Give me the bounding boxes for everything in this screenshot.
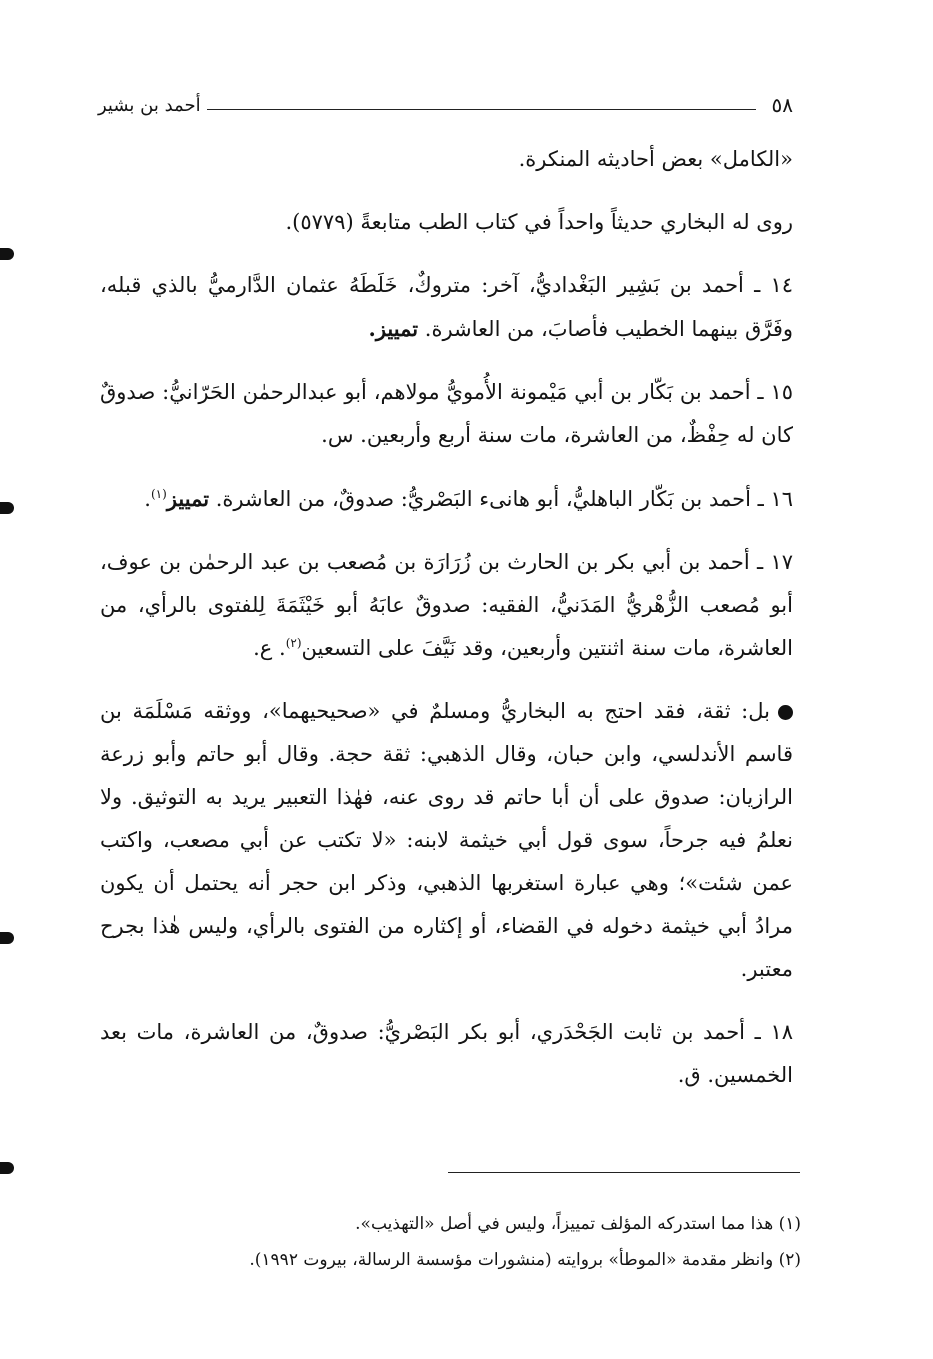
footnote-1: (١) هذا مما استدركه المؤلف تمييزاً، وليس في أصل «التهذيب». [355,1214,801,1234]
entry-end: . [144,487,151,511]
running-title: أحمد بن بشير [98,94,201,116]
bullet-icon [778,705,793,720]
paragraph-bukhari-note [100,201,793,244]
margin-ink-mark [0,932,14,944]
entry-tag: تمييز. [368,316,419,341]
entry-text: ١٤ ـ أحمد بن بَشِير البَغْداديُّ، آخر: متروكٌ، خَلَطَهُ عثمان الدَّارميُّ بالذي قبله، وفَرَّق بينهما الخطيب فأصابَ، من العاشرة. [100,273,793,341]
running-header [98,90,793,120]
main-text [100,138,793,1117]
margin-ink-mark [0,1162,14,1174]
margin-ink-mark [0,248,14,260]
footnotes [100,1206,801,1278]
footnote-2: (٢) وانظر مقدمة «الموطأ» بروايته (منشورات مؤسسة الرسالة، بيروت ١٩٩٢). [249,1250,801,1270]
comment-text: بل: ثقة، فقد احتج به البخاريُّ ومسلمٌ في «صحيحيهما»، ووثقه مَسْلَمَة بن قاسم الأندلسي، وابن حبان، وقال الذهبي: ثقة حجة. وقال أبو حاتم وأبو زرعة الرازيان: صدوق على أن أبا حاتم قد روى عنه، فهٰذا التعبير يريد به التوثيق. ولا نعلمُ فيه جرحاً، سوى قول أبي خيثمة لابنه: «لا تكتب عن أبي مصعب، واكتب عمن شئت»؛ وهي عبارة استغربها الذهبي، وذكر ابن حجر أنه يحتمل أن يكون مرادُ أبي خيثمة دخوله في القضاء، أو إكثاره من الفتوى بالرأي، وليس هٰذا بجرح معتبر. [100,699,793,981]
entry-text: ١٥ ـ أحمد بن بَكّار بن أبي مَيْمونة الأُمويُّ مولاهم، أبو عبدالرحمٰن الحَرّانيُّ: صدوقٌ كان له حِفْظٌ، من العاشرة، مات سنة أربع وأربعين. س. [100,380,793,447]
entry-text: ١٧ ـ أحمد بن أبي بكر بن الحارث بن زُرَارَة بن مُصعب بن عبد الرحمٰن بن عوف، أبو مُصعب الزُّهْريُّ المَدَنيُّ، الفقيه: صدوقٌ عابَهُ أبو خَيْثَمَةَ لِلفتوى بالرأي، من العاشرة، مات سنة اثنتين وأربعين، وقد نَيَّفَ على التسعين [100,550,793,660]
footnote-ref[interactable]: (١) [150,487,167,501]
entry-text: ١٦ ـ أحمد بن بَكّار الباهليُّ، أبو هانىء البَصْريُّ: صدوقٌ، من العاشرة. [215,487,793,511]
entry-16 [100,477,793,521]
paragraph-text: «الكامل» بعض أحاديثه المنكرة. [518,147,793,171]
entry-17 [100,541,793,670]
editor-comment [100,690,793,991]
entry-tag: تمييز [166,486,210,511]
header-rule [207,109,756,110]
paragraph-continuation [100,138,793,181]
footnote-ref[interactable]: (٢) [285,636,302,650]
entry-end: . ع. [253,636,286,660]
page-number: ٥٨ [771,93,793,117]
footnote-rule [448,1172,800,1173]
paragraph-text: روى له البخاري حديثاً واحداً في كتاب الطب متابعةً (٥٧٧٩). [285,210,793,234]
entry-15 [100,371,793,457]
entry-18 [100,1011,793,1097]
margin-ink-mark [0,502,14,514]
entry-text: ١٨ ـ أحمد بن ثابت الجَحْدَري، أبو بكر البَصْريُّ: صدوقٌ، من العاشرة، مات بعد الخمسين. ق. [100,1020,793,1087]
entry-14 [100,264,793,351]
